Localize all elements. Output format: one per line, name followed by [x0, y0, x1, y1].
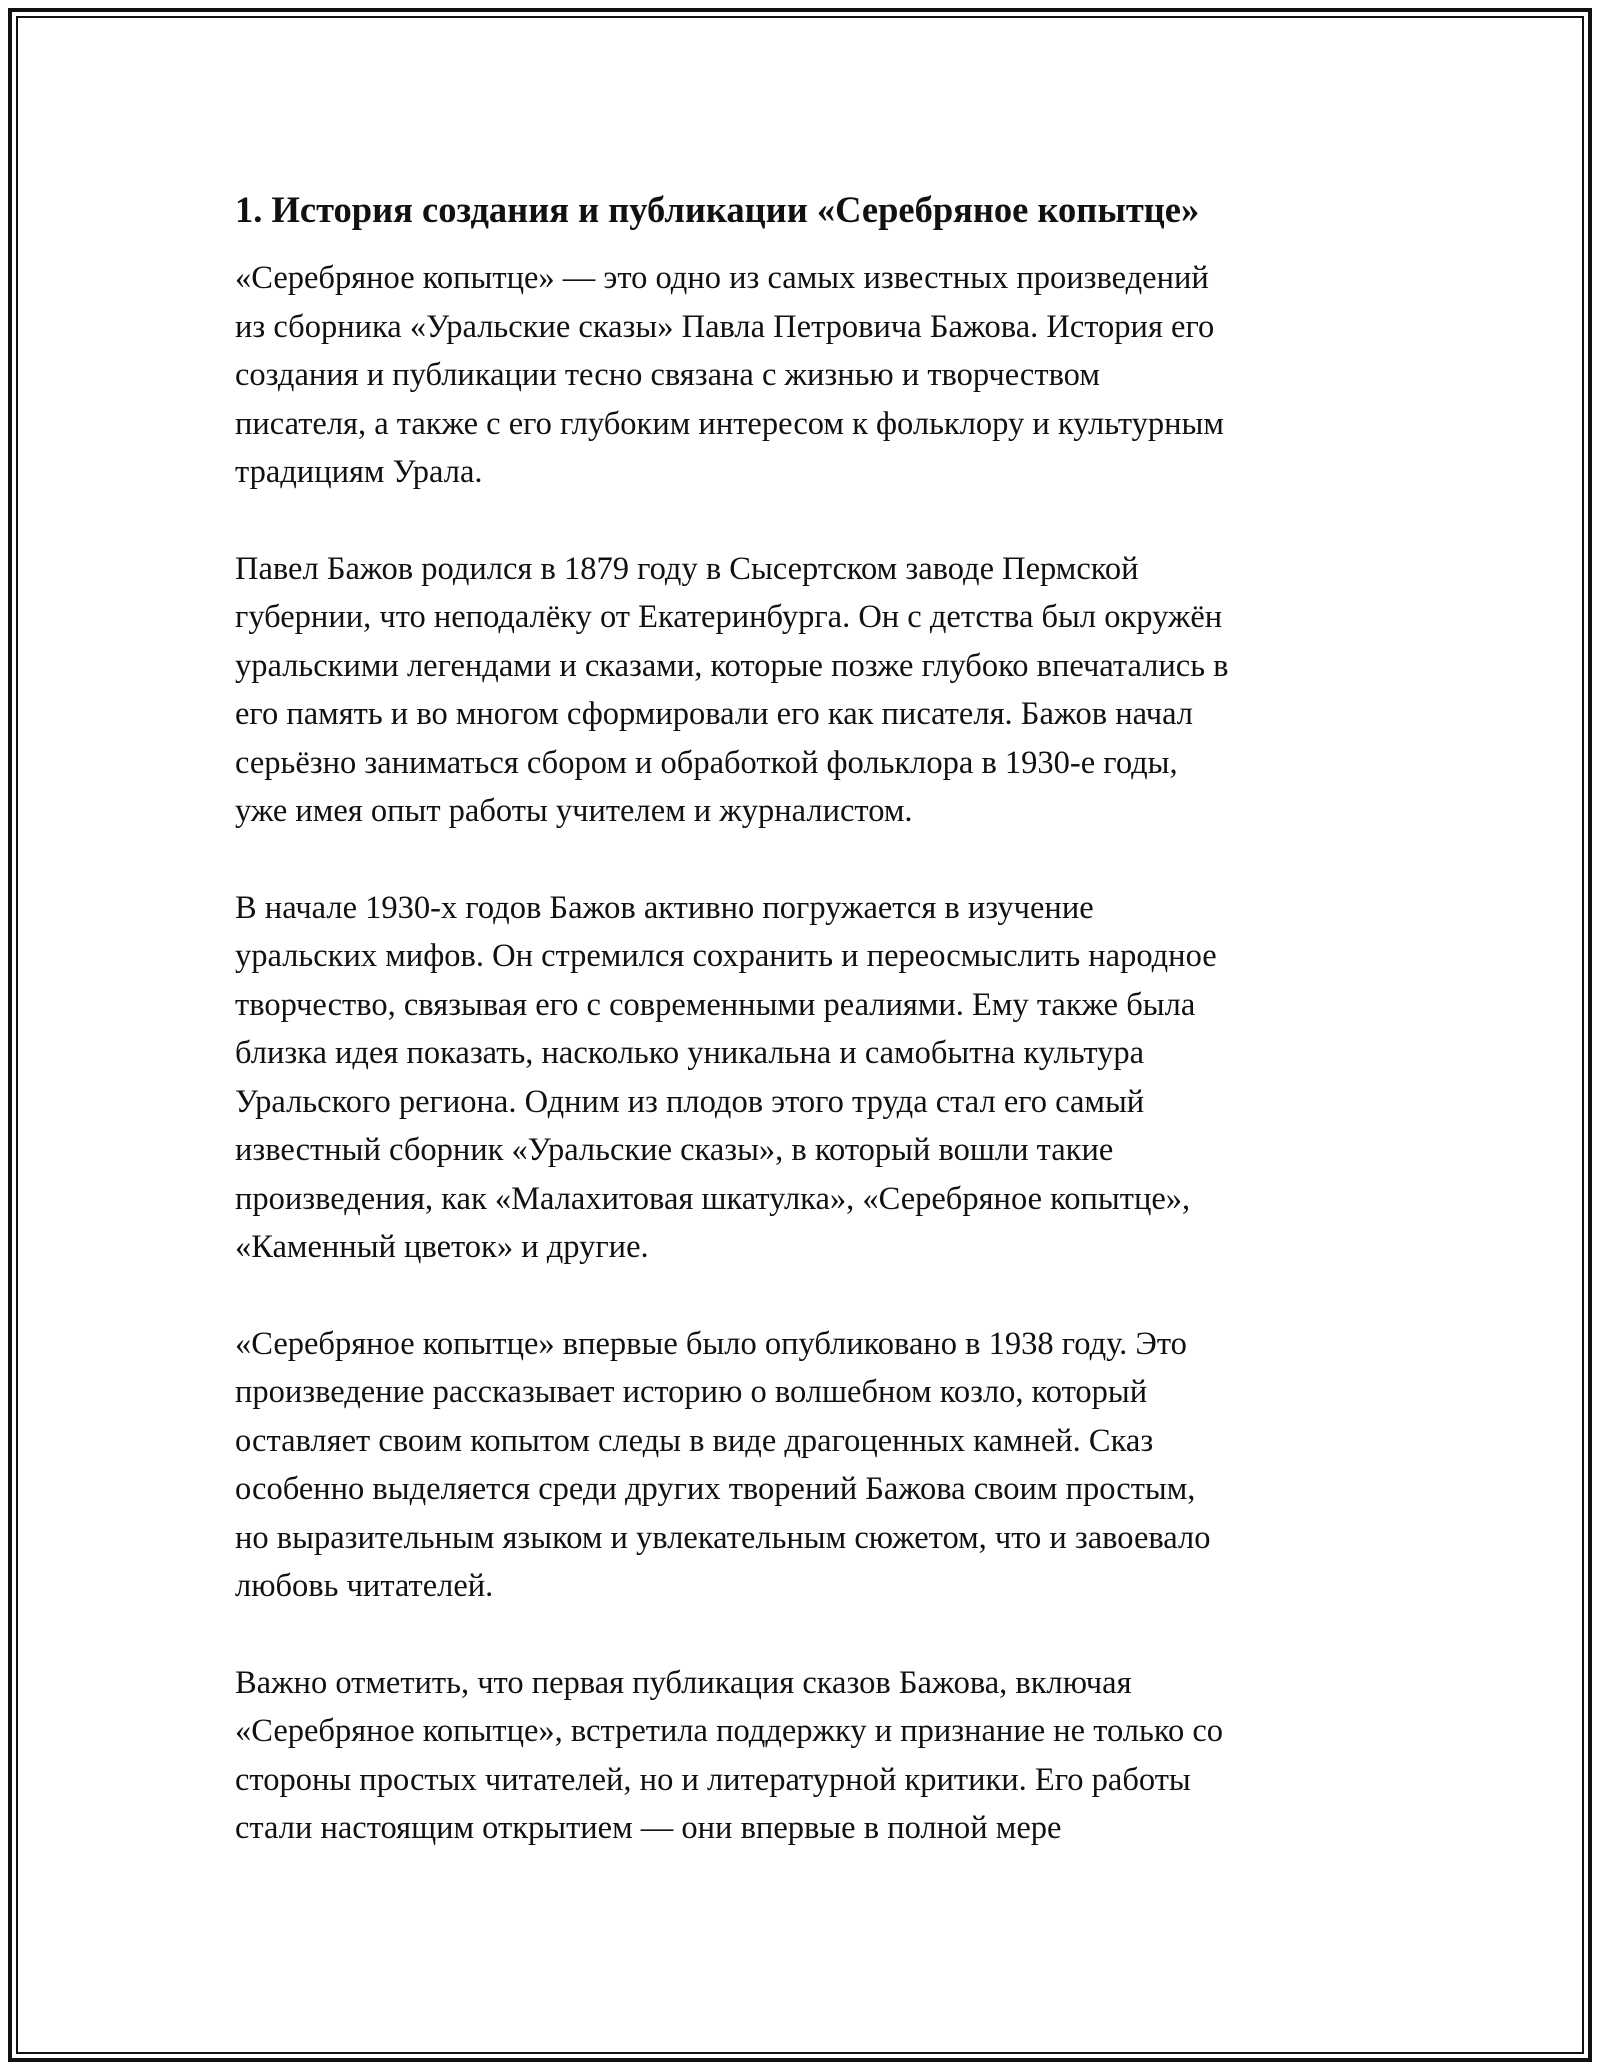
- text-line: близка идея показать, насколько уникальна и самобытна культура: [235, 1035, 1145, 1071]
- text-line: губернии, что неподалёку от Екатеринбурга. Он с детства был окружён: [235, 599, 1223, 635]
- text-line: произведение рассказывает историю о волшебном козло, который: [235, 1374, 1148, 1410]
- text-line: произведения, как «Малахитовая шкатулка», «Серебряное копытце»,: [235, 1180, 1191, 1217]
- text-line: стороны простых читателей, но и литературной критики. Его работы: [235, 1761, 1191, 1798]
- text-line: «Серебряное копытце» впервые было опубликовано в 1938 году. Это: [235, 1325, 1187, 1362]
- text-line: уральских мифов. Он стремился сохранить и переосмыслить народное: [235, 938, 1217, 974]
- text-line: В начале 1930-х годов Бажов активно погружается в изучение: [235, 889, 1094, 926]
- text-line: «Серебряное копытце», встретила поддержку и признание не только со: [235, 1713, 1224, 1749]
- paragraph-5: [235, 1659, 1375, 1853]
- text-line: «Каменный цветок» и другие.: [235, 1229, 649, 1265]
- section-heading: 1. История создания и публикации «Серебряное копытце»: [235, 189, 1200, 230]
- text-line: его память и во многом сформировали его как писателя. Бажов начал: [235, 696, 1194, 732]
- text-line: известный сборник «Уральские сказы», в который вошли такие: [235, 1132, 1114, 1168]
- text-line: уже имея опыт работы учителем и журналистом.: [235, 793, 913, 829]
- text-line: уральскими легендами и сказами, которые позже глубоко впечатались в: [235, 647, 1229, 684]
- paragraph-1: [235, 254, 1375, 497]
- text-line: создания и публикации тесно связана с жизнью и творчеством: [235, 357, 1100, 393]
- text-line: «Серебряное копытце» — это одно из самых известных произведений: [235, 260, 1209, 296]
- document-body: [235, 186, 1375, 1901]
- text-line: Важно отметить, что первая публикация сказов Бажова, включая: [235, 1664, 1132, 1701]
- text-line: Уральского региона. Одним из плодов этого труда стал его самый: [235, 1083, 1145, 1120]
- paragraph-2: [235, 545, 1375, 836]
- text-line: Павел Бажов родился в 1879 году в Сысертском заводе Пермской: [235, 550, 1139, 587]
- text-line: оставляет своим копытом следы в виде драгоценных камней. Сказ: [235, 1422, 1154, 1459]
- text-line: но выразительным языком и увлекательным сюжетом, что и завоевало: [235, 1519, 1211, 1556]
- text-line: традициям Урала.: [235, 454, 483, 490]
- paragraph-3: [235, 884, 1375, 1272]
- paragraph-4: [235, 1320, 1375, 1611]
- text-line: творчество, связывая его с современными реалиями. Ему также была: [235, 986, 1196, 1023]
- text-line: особенно выделяется среди других творений Бажова своим простым,: [235, 1471, 1196, 1507]
- text-line: писателя, а также с его глубоким интересом к фольклору и культурным: [235, 405, 1224, 442]
- text-line: стали настоящим открытием — они впервые в полной мере: [235, 1810, 1062, 1846]
- text-line: из сборника «Уральские сказы» Павла Петровича Бажова. История его: [235, 308, 1215, 345]
- text-line: любовь читателей.: [235, 1568, 494, 1604]
- text-line: серьёзно заниматься сбором и обработкой фольклора в 1930-е годы,: [235, 744, 1178, 781]
